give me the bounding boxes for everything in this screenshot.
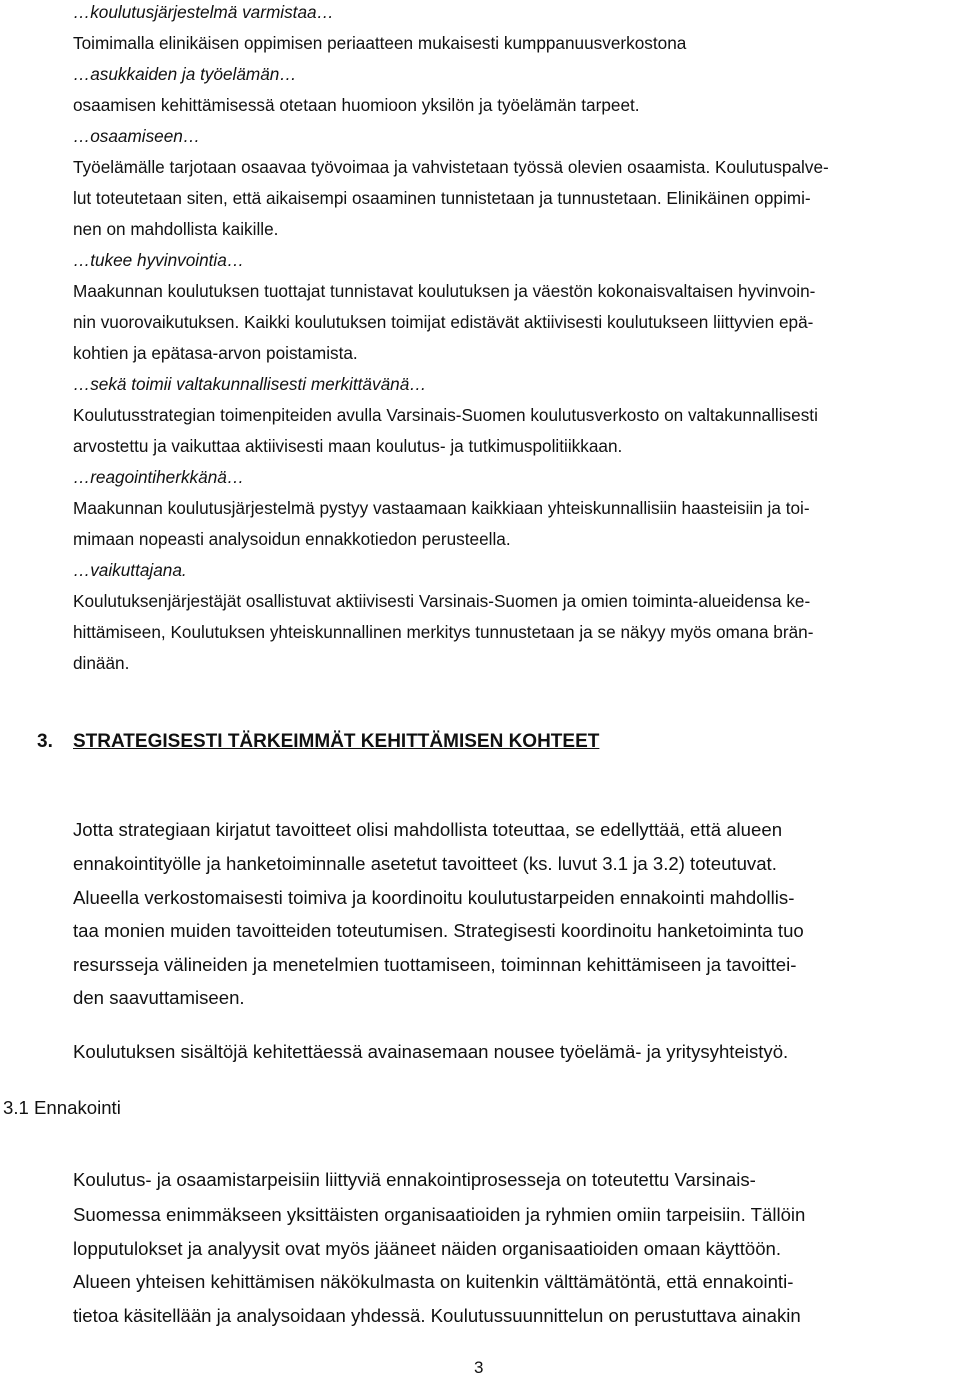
body-line: Maakunnan koulutuksen tuottajat tunnistavat koulutuksen ja väestön kokonaisvaltaisen hyvinvoin- <box>73 281 816 301</box>
italic-subheading: …reagointiherkkänä… <box>73 467 245 487</box>
paragraph-line: Jotta strategiaan kirjatut tavoitteet olisi mahdollista toteuttaa, se edellyttää, että alueen <box>73 819 783 840</box>
body-line: Maakunnan koulutusjärjestelmä pystyy vastaamaan kaikkiaan yhteiskunnallisiin haasteisiin ja toi- <box>73 498 810 518</box>
closing-line: Koulutuksen sisältöjä kehitettäessä avainasemaan nousee työelämä- ja yritysyhteistyö. <box>73 1041 789 1062</box>
section-heading <box>37 730 599 754</box>
italic-subheading: …vaikuttajana. <box>73 560 187 580</box>
paragraph-line: ennakointityölle ja hanketoiminnalle asetetut tavoitteet (ks. luvut 3.1 ja 3.2) toteutuvat. <box>73 853 777 874</box>
paragraph-line: resursseja välineiden ja menetelmien tuottamiseen, toiminnan kehittämiseen ja tavoittei- <box>73 954 797 975</box>
italic-subheading: …asukkaiden ja työelämän… <box>73 64 297 84</box>
paragraph-line: Alueen yhteisen kehittämisen näkökulmasta on kuitenkin välttämätöntä, että ennakointi- <box>73 1271 794 1292</box>
body-line: nen on mahdollista kaikille. <box>73 219 279 239</box>
body-line: kohtien ja epätasa-arvon poistamista. <box>73 343 358 363</box>
section-number: 3. <box>37 731 53 752</box>
body-line: Koulutuksenjärjestäjät osallistuvat aktiivisesti Varsinais-Suomen ja omien toiminta-alueidensa ke- <box>73 591 811 611</box>
paragraph-line: lopputulokset ja analyysit ovat myös jääneet näiden organisaatioiden omaan käyttöön. <box>73 1238 782 1259</box>
page-number: 3 <box>474 1358 484 1377</box>
body-line: Toimimalla elinikäisen oppimisen periaatteen mukaisesti kumppanuusverkostona <box>73 33 687 53</box>
paragraph-line: tietoa käsitellään ja analysoidaan yhdessä. Koulutussuunnittelun on perustuttava ainakin <box>73 1305 801 1326</box>
section-title: STRATEGISESTI TÄRKEIMMÄT KEHITTÄMISEN KOHTEET <box>73 731 600 752</box>
body-line: hittämiseen, Koulutuksen yhteiskunnallinen merkitys tunnustetaan ja se näkyy myös omana brän- <box>73 622 814 642</box>
paragraph-line: taa monien muiden tavoitteiden toteutumisen. Strategisesti koordinoitu hanketoiminta tuo <box>73 920 804 941</box>
paragraph-line: den saavuttamiseen. <box>73 987 245 1008</box>
body-line: mimaan nopeasti analysoidun ennakkotiedon perusteella. <box>73 529 511 549</box>
body-line: arvostettu ja vaikuttaa aktiivisesti maan koulutus- ja tutkimuspolitiikkaan. <box>73 436 623 456</box>
subsection-heading: 3.1 Ennakointi <box>3 1097 121 1118</box>
body-line: Koulutusstrategian toimenpiteiden avulla Varsinais-Suomen koulutusverkosto on valtakunnallisesti <box>73 405 818 425</box>
italic-subheading: …sekä toimii valtakunnallisesti merkittävänä… <box>73 374 427 394</box>
paragraph-line: Koulutus- ja osaamistarpeisiin liittyviä ennakointiprosesseja on toteutettu Varsinais- <box>73 1169 756 1190</box>
body-line: nin vuorovaikutuksen. Kaikki koulutuksen toimijat edistävät aktiivisesti koulutukseen liittyvien epä- <box>73 312 814 332</box>
body-line: osaamisen kehittämisessä otetaan huomioon yksilön ja työelämän tarpeet. <box>73 95 640 115</box>
paragraph-line: Alueella verkostomaisesti toimiva ja koordinoitu koulutustarpeiden ennakointi mahdollis- <box>73 887 795 908</box>
body-line: Työelämälle tarjotaan osaavaa työvoimaa ja vahvistetaan työssä olevien osaamista. Koulutuspalve- <box>73 157 829 177</box>
italic-subheading: …osaamiseen… <box>73 126 201 146</box>
italic-subheading: …koulutusjärjestelmä varmistaa… <box>73 2 334 22</box>
body-line: dinään. <box>73 653 130 673</box>
body-line: lut toteutetaan siten, että aikaisempi osaaminen tunnistetaan ja tunnustetaan. Elinikäinen oppimi- <box>73 188 811 208</box>
italic-subheading: …tukee hyvinvointia… <box>73 250 245 270</box>
paragraph-line: Suomessa enimmäkseen yksittäisten organisaatioiden ja ryhmien omiin tarpeisiin. Tällöin <box>73 1204 806 1225</box>
